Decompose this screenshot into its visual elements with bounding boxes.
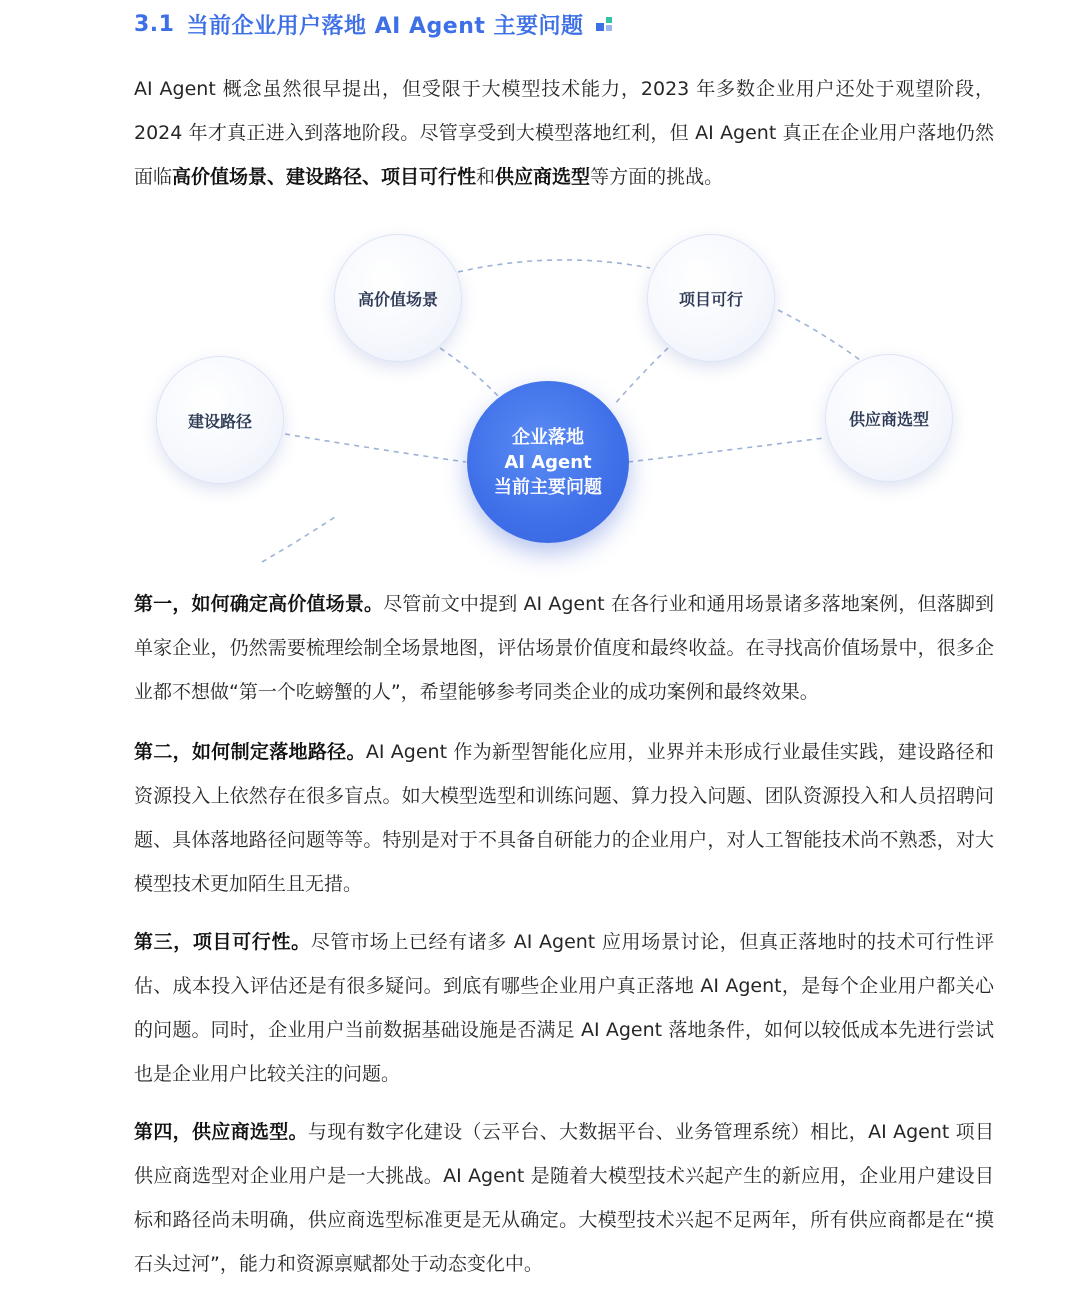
- paragraph-second: [134, 730, 994, 906]
- connector-path-highvalue: [262, 515, 338, 562]
- paragraph-lead: 第三，项目可行性。: [134, 931, 311, 953]
- connector-path-center: [285, 434, 466, 462]
- connector-feasibility-vendor: [778, 310, 860, 360]
- paragraph-lead: 第二，如何制定落地路径。: [134, 741, 366, 763]
- connector-highvalue-center: [440, 348, 498, 396]
- center-line-3: 当前主要问题: [494, 476, 602, 498]
- center-node: [467, 381, 629, 543]
- section-number: 3.1: [134, 11, 175, 37]
- section-title-text: 当前企业用户落地 AI Agent 主要问题: [186, 13, 584, 39]
- node-high-value-scenario: 高价值场景: [334, 234, 462, 362]
- paragraph-fourth: [134, 1110, 994, 1286]
- paragraph-third: [134, 920, 994, 1096]
- paragraph-first: [134, 582, 994, 714]
- intro-bold-1: 高价值场景、建设路径、项目可行性: [172, 166, 477, 188]
- paragraph-body: 与现有数字化建设（云平台、大数据平台、业务管理系统）相比，AI Agent 项目供应商选型对企业用户是一大挑战。AI Agent 是随着大模型技术兴起产生的新应用，企业用户建设目标和路径尚未明确，供应商选型标准更是无从确定。大模型技术兴起不足两年，所有供应商都是在“摸石头过河”，能力和资源禀赋都处于动态变化中。: [134, 1121, 994, 1275]
- node-vendor-selection: 供应商选型: [825, 354, 953, 482]
- paragraph-body: AI Agent 作为新型智能化应用，业界并未形成行业最佳实践，建设路径和资源投入上依然存在很多盲点。如大模型选型和训练问题、算力投入问题、团队资源投入和人员招聘问题、具体落地路径问题等等。特别是对于不具备自研能力的企业用户，对人工智能技术尚不熟悉，对大模型技术更加陌生且无措。: [134, 741, 994, 895]
- intro-text-3: 等方面的挑战。: [590, 166, 724, 188]
- paragraph-lead: 第四，供应商选型。: [134, 1121, 308, 1143]
- center-line-2: AI Agent: [504, 451, 592, 473]
- paragraph-body: 尽管市场上已经有诸多 AI Agent 应用场景讨论，但真正落地时的技术可行性评估、成本投入评估还是有很多疑问。到底有哪些企业用户真正落地 AI Agent，是每个企业用户都关心的问题。同时，企业用户当前数据基础设施是否满足 AI Agent 落地条件，如何以较低成本先进行尝试也是企业用户比较关注的问题。: [134, 931, 994, 1085]
- paragraph-body: 尽管前文中提到 AI Agent 在各行业和通用场景诸多落地案例，但落脚到单家企业，仍然需要梳理绘制全场景地图，评估场景价值度和最终收益。在寻找高价值场景中，很多企业都不想做“第一个吃螃蟹的人”，希望能够参考同类企业的成功案例和最终效果。: [134, 593, 994, 703]
- section-title: [134, 8, 616, 40]
- node-project-feasibility: 项目可行: [647, 234, 775, 362]
- title-decoration-icon: [596, 15, 616, 33]
- paragraph-lead: 第一，如何确定高价值场景。: [134, 593, 384, 615]
- connector-highvalue-feasibility: [458, 260, 650, 272]
- connector-center-vendor: [628, 438, 824, 462]
- intro-bold-2: 供应商选型: [495, 166, 591, 188]
- intro-text-1: AI Agent 概念虽然很早提出，但受限于大模型技术能力，2023 年多数企业用户还处于观望阶段，2024 年才真正进入到落地阶段。尽管享受到大模型落地红利，但 AI Agent 真正在企业用户落地仍然面临: [134, 78, 994, 188]
- intro-text-2: 和: [476, 166, 496, 188]
- connector-feasibility-center: [613, 348, 668, 406]
- node-construction-path: 建设路径: [156, 356, 284, 484]
- intro-paragraph: [134, 67, 994, 199]
- center-line-1: 企业落地: [512, 426, 584, 448]
- problem-diagram: [0, 200, 1080, 580]
